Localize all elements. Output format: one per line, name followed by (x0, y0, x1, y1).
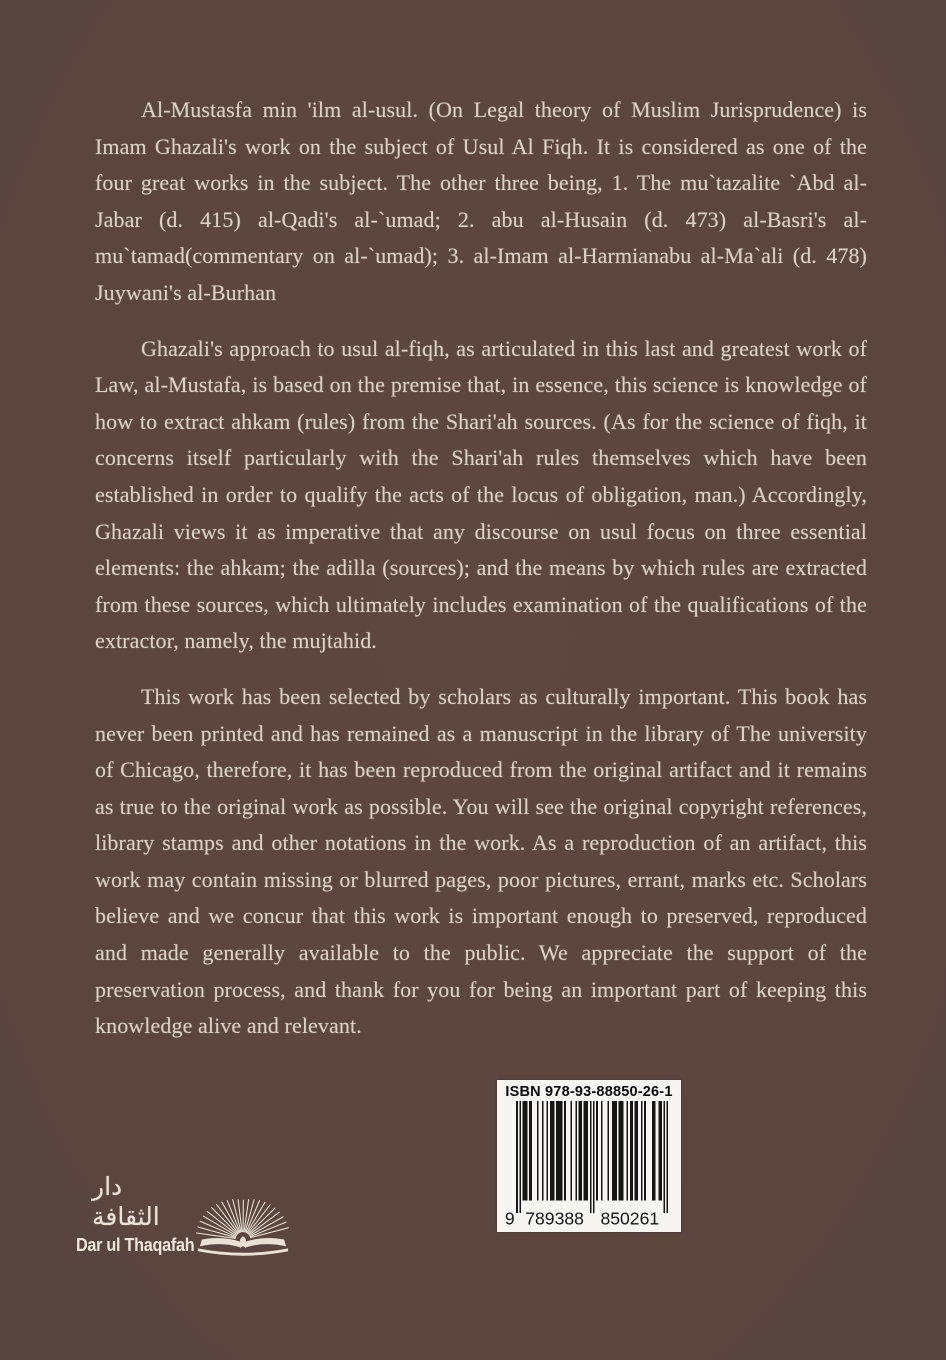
paragraph-reproduction: This work has been selected by scholars as culturally important. This book has never been printed and has remained as a manuscript in the library of The university of Chicago, therefore, it has been reproduced from the original artifact and it remains as true to the original work as possible. You will see the original copyright references, library stamps and other notations in the work. As a reproduction of an artifact, this work may contain missing or blurred pages, poor pictures, errant, marks etc. Scholars believe and we concur that this work is important enough to preserved, reproduced and made generally available to the public. We appreciate the support of the preservation process, and thank for you for being an important part of keeping this knowledge alive and relevant. (95, 683, 867, 1039)
publisher-name-block (76, 1172, 195, 1256)
paragraph-approach: Ghazali's approach to usul al-fiqh, as articulated in this last and greatest work of Law, al-Mustafa, is based on the premise that, in essence, this science is knowledge of how to extract ahkam (rules) from the Shari'ah sources. (As for the science of fiqh, it concerns itself particularly with the Shari'ah rules themselves which have been established in order to qualify the acts of the locus of obligation, man.) Accordingly, Ghazali views it as imperative that any discourse on usul focus on three essential elements: the ahkam; the adilla (sources); and the means by which rules are extracted from these sources, which ultimately includes examination of the qualifications of the extractor, namely, the mujtahid. (95, 335, 867, 654)
ean13-barcode-icon (505, 1101, 673, 1226)
svg-text:9: 9 (505, 1208, 515, 1226)
open-book-icon (194, 1174, 292, 1258)
svg-text:850261: 850261 (600, 1208, 660, 1226)
paragraph-summary: Al-Mustasfa min 'ilm al-usul. (On Legal theory of Muslim Jurisprudence) is Imam Ghazali's work on the subject of Usul Al Fiqh. It is considered as one of the four great works in the subject. The other three being, 1. The mu`tazalite `Abd al-Jabar (d. 415) al-Qadi's al-`umad; 2. abu al-Husain (d. 473) al-Basri's al-mu`tamad(commentary on al-`umad); 3. al-Imam al-Harmianabu al-Ma`ali (d. 478) Juywani's al-Burhan (95, 97, 867, 305)
isbn-label: ISBN 978-93-88850-26-1 (505, 1084, 673, 1100)
publisher-arabic-name: دار الثقافة (92, 1172, 160, 1231)
description-text (95, 92, 867, 1064)
svg-text:789388: 789388 (525, 1208, 584, 1226)
publisher-latin-name: Dar ul Thaqafah (76, 1235, 195, 1255)
publisher-logo (76, 1166, 292, 1256)
isbn-barcode-panel (497, 1080, 681, 1232)
